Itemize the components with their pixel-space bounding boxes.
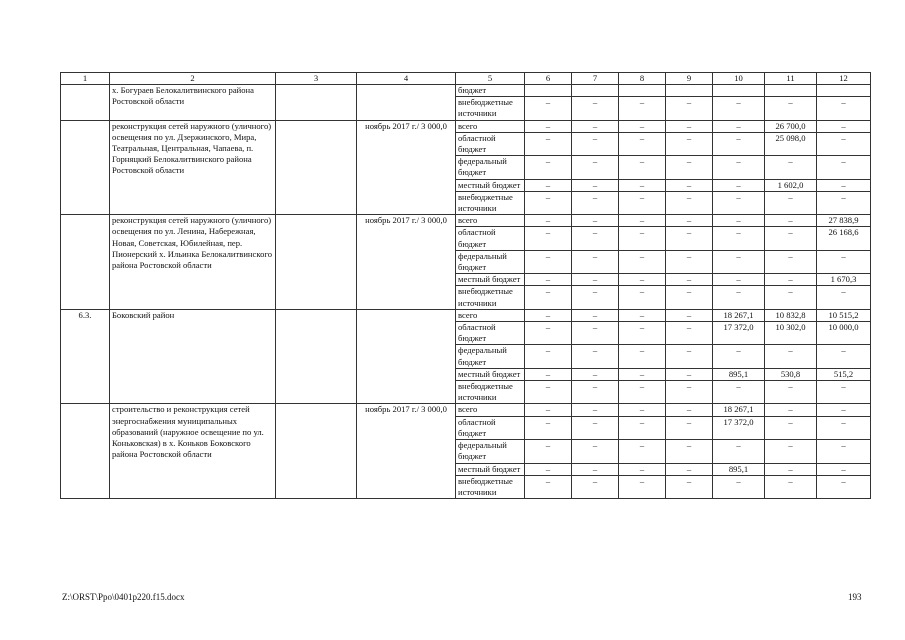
value-cell (525, 85, 572, 97)
value-cell: – (713, 97, 765, 120)
header-row (61, 73, 871, 85)
funding-source-cell: федеральный бюджет (456, 440, 525, 463)
header-cell: 11 (765, 73, 817, 85)
value-cell: – (572, 227, 619, 250)
value-cell: – (572, 286, 619, 309)
value-cell: – (619, 345, 666, 368)
budget-table (60, 72, 871, 499)
value-cell: – (666, 404, 713, 416)
value-cell: – (525, 322, 572, 345)
value-cell: – (619, 404, 666, 416)
value-cell: – (817, 440, 871, 463)
header-cell: 7 (572, 73, 619, 85)
item-deadline-cell (357, 85, 456, 121)
value-cell: 515,2 (817, 368, 871, 380)
value-cell: – (619, 475, 666, 498)
value-cell: – (666, 368, 713, 380)
value-cell: – (817, 345, 871, 368)
value-cell: – (619, 416, 666, 439)
value-cell: – (619, 227, 666, 250)
funding-source-cell: всего (456, 404, 525, 416)
funding-source-cell: федеральный бюджет (456, 345, 525, 368)
item-number-cell: 6.3. (61, 309, 110, 404)
value-cell: – (817, 132, 871, 155)
value-cell: – (619, 274, 666, 286)
value-cell (619, 85, 666, 97)
value-cell: – (713, 215, 765, 227)
value-cell: – (817, 463, 871, 475)
value-cell: – (666, 156, 713, 179)
value-cell: – (525, 381, 572, 404)
value-cell: – (666, 381, 713, 404)
value-cell: 18 267,1 (713, 309, 765, 321)
value-cell: 26 168,6 (817, 227, 871, 250)
item-name-cell: реконструкция сетей наружного (уличного) освещения по ул. Дзержинского, Мира, Театральная, Центральная, Чапаева, п. Горняцкий Белокалитвинского района Ростовской области (110, 120, 276, 215)
funding-source-cell: областной бюджет (456, 227, 525, 250)
funding-source-cell: областной бюджет (456, 416, 525, 439)
value-cell: – (525, 309, 572, 321)
value-cell: 530,8 (765, 368, 817, 380)
header-cell: 10 (713, 73, 765, 85)
value-cell: – (713, 345, 765, 368)
value-cell: – (572, 250, 619, 273)
value-cell: – (713, 286, 765, 309)
item-name-cell: строительство и реконструкция сетей энергоснабжения муниципальных образований (наружное освещение по ул. Коньковская) в х. Коньков Боковского района Ростовской области (110, 404, 276, 499)
value-cell: – (525, 475, 572, 498)
value-cell: – (666, 322, 713, 345)
value-cell: – (525, 416, 572, 439)
item-col3-cell (276, 404, 357, 499)
header-cell: 2 (110, 73, 276, 85)
value-cell: – (765, 286, 817, 309)
value-cell: – (765, 250, 817, 273)
item-deadline-cell: ноябрь 2017 г./ 3 000,0 (357, 404, 456, 499)
value-cell: – (765, 404, 817, 416)
value-cell: – (713, 120, 765, 132)
funding-source-cell: местный бюджет (456, 274, 525, 286)
value-cell: – (666, 286, 713, 309)
funding-source-cell: внебюджетные источники (456, 381, 525, 404)
value-cell (765, 85, 817, 97)
value-cell: – (666, 97, 713, 120)
header-cell: 12 (817, 73, 871, 85)
value-cell: – (525, 156, 572, 179)
item-name-cell: реконструкция сетей наружного (уличного) освещения по ул. Ленина, Набережная, Новая, Советская, Юбилейная, пер. Пионерский х. Ильинка Белокалитвинского района Ростовской области (110, 215, 276, 310)
value-cell: – (525, 286, 572, 309)
value-cell (572, 85, 619, 97)
value-cell: 17 372,0 (713, 322, 765, 345)
value-cell: – (666, 250, 713, 273)
value-cell: – (666, 227, 713, 250)
value-cell: – (572, 475, 619, 498)
value-cell: – (765, 416, 817, 439)
value-cell: 895,1 (713, 368, 765, 380)
value-cell: – (817, 416, 871, 439)
value-cell: 10 515,2 (817, 309, 871, 321)
value-cell: – (525, 345, 572, 368)
funding-source-cell: всего (456, 215, 525, 227)
value-cell: – (666, 463, 713, 475)
funding-source-cell: местный бюджет (456, 179, 525, 191)
value-cell: – (619, 250, 666, 273)
value-cell: – (525, 227, 572, 250)
value-cell: – (713, 191, 765, 214)
header-cell: 3 (276, 73, 357, 85)
value-cell: – (817, 179, 871, 191)
value-cell: – (765, 156, 817, 179)
value-cell: – (765, 381, 817, 404)
value-cell: – (619, 381, 666, 404)
value-cell (817, 85, 871, 97)
value-cell: – (765, 227, 817, 250)
value-cell: 26 700,0 (765, 120, 817, 132)
header-cell: 4 (357, 73, 456, 85)
funding-source-cell: всего (456, 120, 525, 132)
value-cell: – (619, 463, 666, 475)
value-cell: – (572, 416, 619, 439)
value-cell: – (666, 345, 713, 368)
value-cell: – (525, 274, 572, 286)
value-cell: – (525, 463, 572, 475)
value-cell: – (713, 274, 765, 286)
value-cell: – (666, 191, 713, 214)
value-cell: – (525, 191, 572, 214)
value-cell: – (619, 191, 666, 214)
value-cell: – (619, 322, 666, 345)
funding-source-cell: областной бюджет (456, 322, 525, 345)
table-row (61, 215, 871, 227)
value-cell: 25 098,0 (765, 132, 817, 155)
header-cell: 6 (525, 73, 572, 85)
value-cell: – (713, 179, 765, 191)
value-cell: – (817, 381, 871, 404)
value-cell: – (525, 97, 572, 120)
value-cell: – (666, 440, 713, 463)
page-number: 193 (848, 592, 862, 602)
value-cell: – (525, 120, 572, 132)
value-cell: 1 670,3 (817, 274, 871, 286)
value-cell: – (765, 215, 817, 227)
value-cell: – (619, 215, 666, 227)
value-cell: – (619, 309, 666, 321)
item-number-cell (61, 404, 110, 499)
value-cell (666, 85, 713, 97)
table-row (61, 309, 871, 321)
value-cell: – (817, 156, 871, 179)
value-cell: – (572, 191, 619, 214)
table-row (61, 120, 871, 132)
table-row (61, 85, 871, 97)
value-cell: – (817, 404, 871, 416)
header-cell: 9 (666, 73, 713, 85)
item-number-cell (61, 215, 110, 310)
item-deadline-cell: ноябрь 2017 г./ 3 000,0 (357, 215, 456, 310)
value-cell: – (525, 368, 572, 380)
value-cell: – (666, 475, 713, 498)
value-cell: – (666, 120, 713, 132)
value-cell: – (765, 475, 817, 498)
value-cell: – (572, 440, 619, 463)
funding-source-cell: всего (456, 309, 525, 321)
value-cell: – (525, 179, 572, 191)
value-cell: – (525, 215, 572, 227)
value-cell: – (666, 274, 713, 286)
value-cell: – (765, 97, 817, 120)
item-deadline-cell: ноябрь 2017 г./ 3 000,0 (357, 120, 456, 215)
value-cell: – (572, 120, 619, 132)
item-name-cell: Боковский район (110, 309, 276, 404)
funding-source-cell: внебюджетные источники (456, 475, 525, 498)
item-col3-cell (276, 120, 357, 215)
value-cell: – (666, 416, 713, 439)
value-cell: – (817, 120, 871, 132)
value-cell: – (666, 132, 713, 155)
value-cell: – (619, 97, 666, 120)
value-cell: – (572, 179, 619, 191)
value-cell: – (572, 404, 619, 416)
value-cell: – (572, 309, 619, 321)
value-cell: – (765, 274, 817, 286)
value-cell: – (713, 381, 765, 404)
value-cell: – (619, 156, 666, 179)
value-cell: – (666, 309, 713, 321)
value-cell: 10 302,0 (765, 322, 817, 345)
value-cell: – (666, 215, 713, 227)
value-cell: – (817, 191, 871, 214)
header-cell: 8 (619, 73, 666, 85)
funding-source-cell: местный бюджет (456, 368, 525, 380)
item-number-cell (61, 85, 110, 121)
value-cell: – (713, 250, 765, 273)
value-cell: – (572, 463, 619, 475)
item-name-cell: х. Богураев Белокалитвинского района Ростовской области (110, 85, 276, 121)
header-cell: 5 (456, 73, 525, 85)
value-cell: 10 000,0 (817, 322, 871, 345)
value-cell: – (572, 97, 619, 120)
value-cell: 895,1 (713, 463, 765, 475)
value-cell: – (713, 156, 765, 179)
value-cell: – (525, 440, 572, 463)
funding-source-cell: бюджет (456, 85, 525, 97)
value-cell: 27 838,9 (817, 215, 871, 227)
value-cell: – (817, 97, 871, 120)
item-col3-cell (276, 215, 357, 310)
value-cell: – (666, 179, 713, 191)
value-cell: – (713, 227, 765, 250)
value-cell: – (572, 345, 619, 368)
value-cell: 1 602,0 (765, 179, 817, 191)
value-cell: – (619, 120, 666, 132)
item-col3-cell (276, 309, 357, 404)
value-cell: – (619, 368, 666, 380)
value-cell: – (572, 381, 619, 404)
item-deadline-cell (357, 309, 456, 404)
funding-source-cell: местный бюджет (456, 463, 525, 475)
value-cell: – (572, 274, 619, 286)
value-cell: – (525, 404, 572, 416)
value-cell: – (765, 345, 817, 368)
value-cell: – (572, 132, 619, 155)
value-cell: – (619, 132, 666, 155)
value-cell: – (713, 440, 765, 463)
value-cell: – (765, 191, 817, 214)
funding-source-cell: федеральный бюджет (456, 250, 525, 273)
value-cell: 10 832,8 (765, 309, 817, 321)
value-cell: – (713, 132, 765, 155)
value-cell: – (572, 368, 619, 380)
header-cell: 1 (61, 73, 110, 85)
value-cell: – (525, 250, 572, 273)
value-cell: – (572, 156, 619, 179)
value-cell: – (817, 475, 871, 498)
funding-source-cell: внебюджетные источники (456, 286, 525, 309)
value-cell: – (619, 440, 666, 463)
item-col3-cell (276, 85, 357, 121)
document-path: Z:\ORST\Ppo\0401p220.f15.docx (62, 592, 185, 602)
value-cell: – (817, 286, 871, 309)
value-cell: – (619, 179, 666, 191)
value-cell: – (619, 286, 666, 309)
value-cell: – (572, 215, 619, 227)
funding-source-cell: внебюджетные источники (456, 191, 525, 214)
item-number-cell (61, 120, 110, 215)
value-cell: – (765, 463, 817, 475)
value-cell: 18 267,1 (713, 404, 765, 416)
funding-source-cell: внебюджетные источники (456, 97, 525, 120)
value-cell (713, 85, 765, 97)
value-cell: – (713, 475, 765, 498)
table-row (61, 404, 871, 416)
funding-source-cell: областной бюджет (456, 132, 525, 155)
funding-source-cell: федеральный бюджет (456, 156, 525, 179)
value-cell: 17 372,0 (713, 416, 765, 439)
value-cell: – (765, 440, 817, 463)
value-cell: – (525, 132, 572, 155)
value-cell: – (572, 322, 619, 345)
value-cell: – (817, 250, 871, 273)
